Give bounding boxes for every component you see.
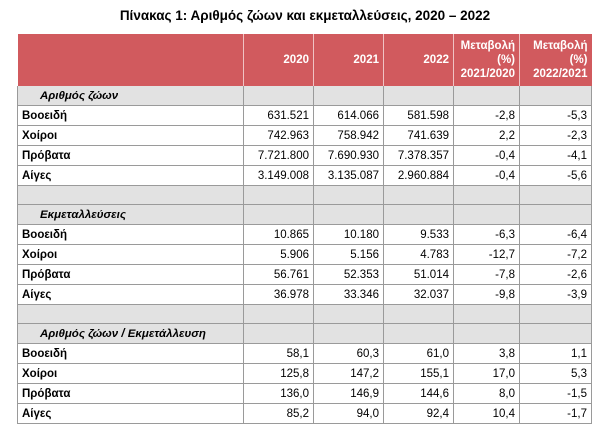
table-row	[18, 404, 592, 424]
header-change-2-line-2: (%)	[569, 54, 588, 66]
value-2021: 5.156	[314, 245, 384, 265]
value-2021: 52.353	[314, 265, 384, 285]
value-2021: 94,0	[314, 404, 384, 424]
spacer-cell	[520, 186, 592, 205]
livestock-table	[17, 34, 592, 424]
change-2021-2020: -0,4	[454, 146, 520, 166]
value-2022: 741.639	[384, 126, 454, 146]
table-row	[18, 344, 592, 364]
section-header-cell	[244, 324, 314, 344]
section-header-cell	[454, 324, 520, 344]
value-2020: 56.761	[244, 265, 314, 285]
value-2020: 125,8	[244, 364, 314, 384]
header-2021: 2021	[314, 34, 384, 86]
section-header-cell	[520, 205, 592, 225]
spacer-cell	[454, 305, 520, 324]
table-row	[18, 364, 592, 384]
table-row	[18, 245, 592, 265]
row-label: Αίγες	[18, 285, 244, 305]
section-header-row	[18, 205, 592, 225]
header-2022: 2022	[384, 34, 454, 86]
value-2022: 155,1	[384, 364, 454, 384]
section-header-cell	[244, 205, 314, 225]
section-spacer	[18, 186, 592, 205]
table-row	[18, 146, 592, 166]
change-2021-2020: 10,4	[454, 404, 520, 424]
change-2021-2020: -12,7	[454, 245, 520, 265]
row-label: Βοοειδή	[18, 106, 244, 126]
change-2021-2020: -2,8	[454, 106, 520, 126]
change-2022-2021: -7,2	[520, 245, 592, 265]
header-change-2022-2021	[520, 34, 592, 86]
spacer-cell	[244, 186, 314, 205]
header-change-2-line-1: Μεταβολή	[533, 40, 588, 52]
value-2022: 7.378.357	[384, 146, 454, 166]
section-title: Αριθμός ζώων / Εκμετάλλευση	[18, 324, 244, 344]
row-label: Χοίροι	[18, 245, 244, 265]
value-2022: 92,4	[384, 404, 454, 424]
row-label: Πρόβατα	[18, 384, 244, 404]
change-2021-2020: 2,2	[454, 126, 520, 146]
section-header-cell	[384, 205, 454, 225]
table-row	[18, 166, 592, 186]
value-2020: 36.978	[244, 285, 314, 305]
header-change-2-line-3: 2022/2021	[533, 68, 588, 80]
spacer-cell	[18, 186, 244, 205]
spacer-cell	[18, 305, 244, 324]
change-2021-2020: -7,8	[454, 265, 520, 285]
spacer-cell	[454, 186, 520, 205]
table-row	[18, 225, 592, 245]
header-change-2021-2020	[454, 34, 520, 86]
section-header-cell	[520, 86, 592, 106]
value-2021: 10.180	[314, 225, 384, 245]
change-2022-2021: -2,6	[520, 265, 592, 285]
row-label: Πρόβατα	[18, 265, 244, 285]
section-header-cell	[520, 324, 592, 344]
value-2020: 631.521	[244, 106, 314, 126]
section-header-cell	[384, 86, 454, 106]
value-2021: 60,3	[314, 344, 384, 364]
section-header-row	[18, 86, 592, 106]
value-2022: 581.598	[384, 106, 454, 126]
change-2022-2021: -6,4	[520, 225, 592, 245]
value-2020: 7.721.800	[244, 146, 314, 166]
change-2021-2020: -0,4	[454, 166, 520, 186]
section-spacer	[18, 305, 592, 324]
value-2022: 9.533	[384, 225, 454, 245]
change-2022-2021: -3,9	[520, 285, 592, 305]
table-title: Πίνακας 1: Αριθμός ζώων και εκμεταλλεύσεις, 2020 – 2022	[119, 8, 491, 23]
spacer-cell	[314, 186, 384, 205]
value-2022: 61,0	[384, 344, 454, 364]
change-2021-2020: -6,3	[454, 225, 520, 245]
table-row	[18, 265, 592, 285]
value-2022: 2.960.884	[384, 166, 454, 186]
value-2020: 136,0	[244, 384, 314, 404]
change-2021-2020: 17,0	[454, 364, 520, 384]
change-2021-2020: 3,8	[454, 344, 520, 364]
value-2020: 742.963	[244, 126, 314, 146]
row-label: Αίγες	[18, 166, 244, 186]
section-header-cell	[454, 205, 520, 225]
header-2020: 2020	[244, 34, 314, 86]
value-2020: 85,2	[244, 404, 314, 424]
value-2021: 147,2	[314, 364, 384, 384]
value-2022: 32.037	[384, 285, 454, 305]
value-2021: 614.066	[314, 106, 384, 126]
section-header-cell	[244, 86, 314, 106]
spacer-cell	[384, 186, 454, 205]
spacer-cell	[244, 305, 314, 324]
section-title: Αριθμός ζώων	[18, 86, 244, 106]
change-2021-2020: -9,8	[454, 285, 520, 305]
value-2021: 3.135.087	[314, 166, 384, 186]
value-2021: 33.346	[314, 285, 384, 305]
value-2021: 146,9	[314, 384, 384, 404]
spacer-cell	[314, 305, 384, 324]
value-2020: 3.149.008	[244, 166, 314, 186]
change-2022-2021: 5,3	[520, 364, 592, 384]
change-2022-2021: -4,1	[520, 146, 592, 166]
value-2022: 4.783	[384, 245, 454, 265]
row-label: Βοοειδή	[18, 225, 244, 245]
change-2022-2021: -1,7	[520, 404, 592, 424]
header-row	[18, 34, 592, 86]
value-2020: 5.906	[244, 245, 314, 265]
row-label: Πρόβατα	[18, 146, 244, 166]
value-2020: 10.865	[244, 225, 314, 245]
table-row	[18, 126, 592, 146]
section-header-row	[18, 324, 592, 344]
section-header-cell	[314, 86, 384, 106]
row-label: Βοοειδή	[18, 344, 244, 364]
change-2022-2021: -1,5	[520, 384, 592, 404]
change-2022-2021: -5,3	[520, 106, 592, 126]
table-row	[18, 285, 592, 305]
row-label: Αίγες	[18, 404, 244, 424]
header-change-1-line-2: (%)	[497, 54, 515, 66]
header-empty	[18, 34, 244, 86]
change-2022-2021: -2,3	[520, 126, 592, 146]
value-2021: 7.690.930	[314, 146, 384, 166]
row-label: Χοίροι	[18, 364, 244, 384]
header-change-1-line-1: Μεταβολή	[460, 40, 515, 52]
value-2020: 58,1	[244, 344, 314, 364]
change-2022-2021: 1,1	[520, 344, 592, 364]
table-row	[18, 106, 592, 126]
spacer-cell	[520, 305, 592, 324]
table-body	[18, 86, 592, 424]
value-2022: 51.014	[384, 265, 454, 285]
spacer-cell	[384, 305, 454, 324]
section-header-cell	[314, 205, 384, 225]
section-header-cell	[454, 86, 520, 106]
value-2021: 758.942	[314, 126, 384, 146]
change-2021-2020: 8,0	[454, 384, 520, 404]
change-2022-2021: -5,6	[520, 166, 592, 186]
value-2022: 144,6	[384, 384, 454, 404]
table-row	[18, 384, 592, 404]
section-header-cell	[314, 324, 384, 344]
section-title: Εκμεταλλεύσεις	[18, 205, 244, 225]
header-change-1-line-3: 2021/2020	[460, 68, 515, 80]
section-header-cell	[384, 324, 454, 344]
row-label: Χοίροι	[18, 126, 244, 146]
